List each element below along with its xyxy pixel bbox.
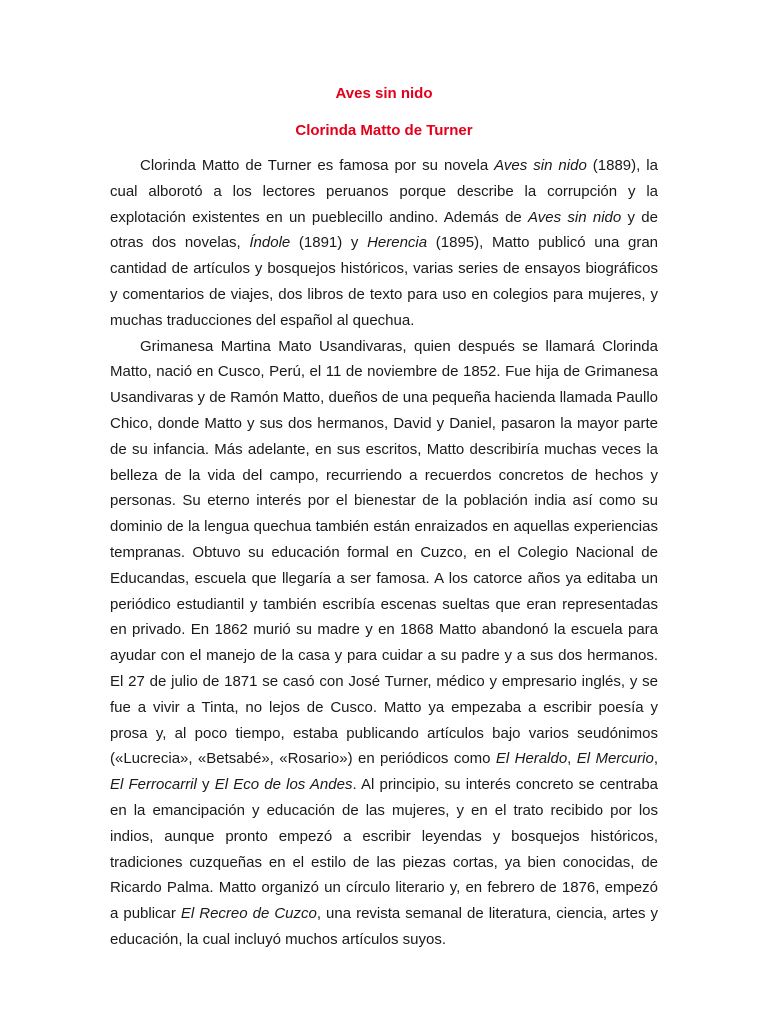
document-author: Clorinda Matto de Turner xyxy=(295,122,473,139)
italic-run: El Ferrocarril xyxy=(110,776,197,794)
text-run: Grimanesa Martina Mato Usandivaras, quien después se llamará Clorinda Matto, nació en Cusco, Perú, el 11 de noviembre de 1852. Fue hija de Grimanesa Usandivaras y de Ramón Matto, dueños de una pequeña hacienda llamada Paullo Chico, donde Matto y sus dos hermanos, David y Daniel, pasaron la mayor parte de su infancia. Más adelante, en sus escritos, Matto describiría muchas veces la belleza de la vida del campo, recurriendo a recuerdos concretos de hechos y personas. Su eterno interés por el bienestar de la población india así como su dominio de la lengua quechua también están enraizados en aquellas experiencias tempranas. Obtuvo su educación formal en Cuzco, en el Colegio Nacional de Educandas, escuela que llegaría a ser famosa. A los catorce años ya editaba un periódico estudiantil y también escribía escenas sueltas que eran representadas en privado. En 1862 murió su madre y en 1868 Matto abandonó la escuela para ayudar con el manejo de la casa y para cuidar a su padre y a sus dos hermanos. El 27 de julio de 1871 se casó con José Turner, médico y empresario inglés, y se fue a vivir a Tinta, no lejos de Cusco. Matto ya empezaba a escribir poesía y prosa y, al poco tiempo, estaba publicando artículos bajo varios seudónimos («Lucrecia», «Betsabé», «Rosario») en periódicos como xyxy=(110,337,658,768)
text-run: Clorinda Matto de Turner es famosa por su novela xyxy=(140,157,495,174)
text-run: , una revista semanal de literatura, ciencia, artes y educación, la cual incluyó muchos artículos suyos. xyxy=(110,905,658,948)
text-run: (1889), la cual alborotó a los lectores peruanos porque describe la corrupción y la explotación existentes en un pueblecillo andino. Además de xyxy=(110,157,658,226)
italic-run: El Heraldo xyxy=(495,750,568,768)
document-body xyxy=(110,153,658,953)
paragraph xyxy=(110,153,658,334)
text-run: (1895), Matto publicó una gran cantidad de artículos y bosquejos históricos, varias series de ensayos biográficos y comentarios de viajes, dos libros de texto para uso en colegios para mujeres, y muchas traducciones del español al quechua. xyxy=(110,234,659,329)
italic-run: Herencia xyxy=(367,234,428,252)
text-run: y xyxy=(196,776,215,794)
document-title: Aves sin nido xyxy=(335,85,433,102)
italic-run: El Recreo de Cuzco xyxy=(180,905,317,923)
text-run: . Al principio, su interés concreto se centraba en la emancipación y educación de las mujeres, y en el trato recibido por los indios, aunque pronto empezó a escribir leyendas y bosquejos históricos, tradiciones cuzqueñas en el estilo de las piezas cortas, ya bien conocidas, de Ricardo Palma. Matto organizó un círculo literario y, en febrero de 1876, empezó a publicar xyxy=(110,776,658,923)
text-run: , xyxy=(567,750,577,768)
italic-run: Índole xyxy=(249,234,291,252)
italic-run: Aves sin nido xyxy=(528,208,622,226)
text-run: y de otras dos novelas, xyxy=(110,208,658,252)
italic-run: El Mercurio xyxy=(576,750,654,768)
paragraph xyxy=(110,334,658,953)
italic-run: El Eco de los Andes xyxy=(214,776,353,794)
text-run: (1891) y xyxy=(290,234,368,252)
text-run: , xyxy=(653,750,658,768)
italic-run: Aves sin nido xyxy=(494,157,587,174)
